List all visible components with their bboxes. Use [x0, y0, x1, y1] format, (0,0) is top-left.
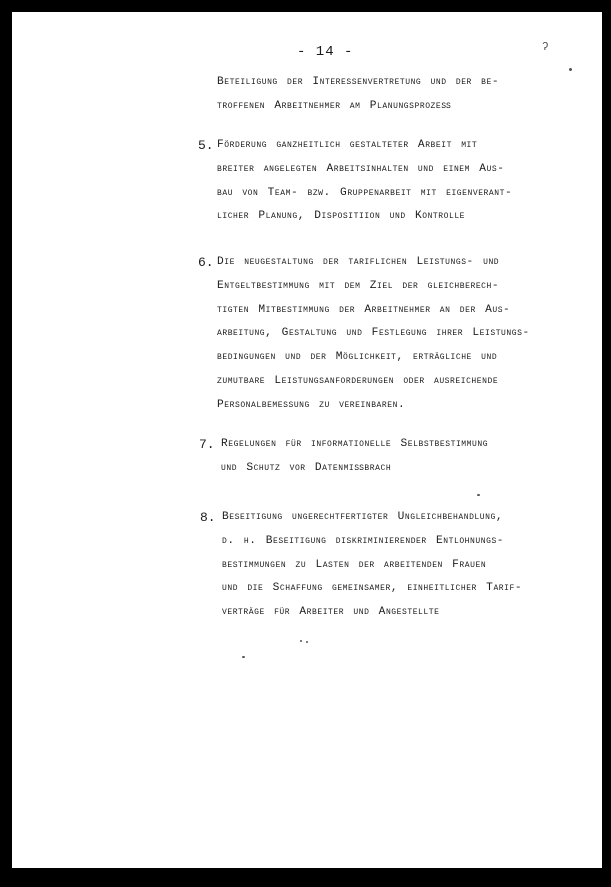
text-line: Entgeltbestimmung mit dem Ziel der gleichberech- — [217, 279, 500, 292]
text-line: Beteiligung der Interessenvertretung und der be- — [217, 76, 500, 88]
text-line: bau von Team- bzw. Gruppenarbeit mit eigenverant- — [217, 186, 513, 199]
item-number: 7. — [199, 437, 215, 452]
scan-speck — [300, 640, 302, 642]
text-line: breiter angelegten Arbeitsinhalten und einem Aus- — [217, 162, 505, 175]
text-line: Förderung ganzheitlich gestalteter Arbeit mit — [217, 139, 478, 151]
item-number: 8. — [200, 510, 216, 525]
scan-speck — [569, 68, 572, 71]
document-page — [12, 12, 602, 868]
text-line: verträge für Arbeiter und Angestellte — [222, 606, 440, 619]
text-line: troffenen Arbeitnehmer am Planungsprozeß — [217, 99, 452, 112]
scan-mark: ʔ — [542, 42, 549, 54]
text-line: Personalbemessung zu vereinbaren. — [217, 398, 406, 411]
item-number: 5. — [198, 138, 214, 153]
list-item — [217, 251, 530, 418]
text-line: bedingungen und der Möglichkeit, erträgliche und — [217, 351, 498, 364]
text-line: licher Planung, Dispositiion und Kontrolle — [217, 210, 466, 223]
page-number: - 14 - — [297, 44, 354, 60]
text-line: Beseitigung ungerechtfertigter Ungleichbehandlung, — [222, 511, 504, 523]
text-line: und Schutz vor Datenmißbrach — [221, 461, 392, 474]
text-line: bestimmungen zu Lasten der arbeitenden Frauen — [222, 558, 487, 571]
text-line: zumutbare Leistungsanforderungen oder ausreichende — [217, 374, 499, 387]
text-line: Die neugestaltung der tariflichen Leistungs- und — [217, 256, 500, 268]
scan-speck — [306, 641, 308, 643]
text-line: Regelungen für informationelle Selbstbestimmung — [221, 438, 489, 450]
scan-speck — [242, 656, 245, 658]
item-number: 6. — [198, 255, 214, 270]
list-item — [222, 506, 522, 625]
list-item — [217, 134, 512, 229]
text-line: arbeitung, Gestaltung und Festlegung ihrer Leistungs- — [217, 327, 530, 340]
list-item — [221, 433, 488, 481]
text-line: d. h. Beseitigung diskriminierender Entlohnungs- — [222, 534, 505, 547]
scan-speck — [477, 494, 480, 496]
text-line: und die Schaffung gemeinsamer, einheitlicher Tarif- — [222, 582, 523, 595]
intro-paragraph — [217, 71, 499, 119]
text-line: tigten Mitbestimmung der Arbeitnehmer an der Aus- — [217, 303, 511, 316]
